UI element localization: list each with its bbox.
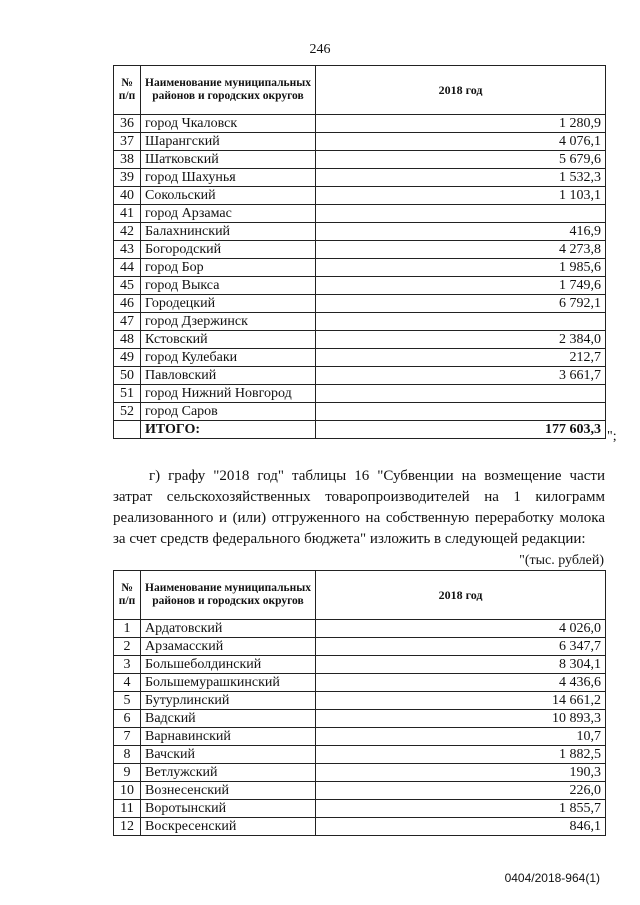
row-number: 45 <box>114 277 141 295</box>
row-number: 41 <box>114 205 141 223</box>
district-name: Большемурашкинский <box>141 674 316 692</box>
row-number: 3 <box>114 656 141 674</box>
district-name: город Чкаловск <box>141 115 316 133</box>
row-value: 226,0 <box>316 782 606 800</box>
table-row <box>114 764 606 782</box>
table-row <box>114 656 606 674</box>
row-value: 4 273,8 <box>316 241 606 259</box>
row-value: 6 347,7 <box>316 638 606 656</box>
row-number: 44 <box>114 259 141 277</box>
row-number: 49 <box>114 349 141 367</box>
amendment-paragraph: г) графу "2018 год" таблицы 16 "Субвенции на возмещение части затрат сельскохозяйственных товаропроизводителей на 1 килограмм реализованного и (или) отгруженного на собственную переработку молока за счет средств федерального бюджета" изложить в следующей редакции: <box>113 468 605 547</box>
table-row <box>114 818 606 836</box>
row-number: 43 <box>114 241 141 259</box>
row-value: 10,7 <box>316 728 606 746</box>
row-number: 52 <box>114 403 141 421</box>
row-number: 40 <box>114 187 141 205</box>
document-number: 0404/2018-964(1) <box>504 871 600 885</box>
row-value: 6 792,1 <box>316 295 606 313</box>
row-value: 2 384,0 <box>316 331 606 349</box>
row-value: 4 076,1 <box>316 133 606 151</box>
district-name: город Выкса <box>141 277 316 295</box>
table-row <box>114 259 606 277</box>
row-number: 38 <box>114 151 141 169</box>
units-note: "(тыс. рублей) <box>519 553 604 568</box>
table-row <box>114 223 606 241</box>
district-name: Сокольский <box>141 187 316 205</box>
row-value: 4 436,6 <box>316 674 606 692</box>
table-row <box>114 638 606 656</box>
table-row <box>114 241 606 259</box>
row-number: 2 <box>114 638 141 656</box>
row-number: 47 <box>114 313 141 331</box>
row-value: 1 749,6 <box>316 277 606 295</box>
row-value: 4 026,0 <box>316 620 606 638</box>
header-num: № п/п <box>114 571 141 620</box>
district-name: город Дзержинск <box>141 313 316 331</box>
district-name: Вадский <box>141 710 316 728</box>
table-row <box>114 674 606 692</box>
row-value: 416,9 <box>316 223 606 241</box>
header-name: Наименование муниципальных районов и городских округов <box>141 66 316 115</box>
row-value: 3 661,7 <box>316 367 606 385</box>
district-name: Шатковский <box>141 151 316 169</box>
table-row <box>114 367 606 385</box>
row-number: 51 <box>114 385 141 403</box>
table-row <box>114 746 606 764</box>
row-number: 4 <box>114 674 141 692</box>
row-number: 36 <box>114 115 141 133</box>
row-value <box>316 403 606 421</box>
page-number: 246 <box>309 42 331 57</box>
row-value <box>316 385 606 403</box>
table-row <box>114 187 606 205</box>
table-row <box>114 800 606 818</box>
district-name: Варнавинский <box>141 728 316 746</box>
subsidy-table-continued <box>113 65 606 439</box>
row-number: 46 <box>114 295 141 313</box>
district-name: Воскресенский <box>141 818 316 836</box>
total-label: ИТОГО: <box>141 421 316 439</box>
table-row <box>114 782 606 800</box>
row-value: 1 985,6 <box>316 259 606 277</box>
table-row <box>114 205 606 223</box>
district-name: город Шахунья <box>141 169 316 187</box>
table-row <box>114 620 606 638</box>
row-value: 14 661,2 <box>316 692 606 710</box>
table-row <box>114 295 606 313</box>
district-name: город Саров <box>141 403 316 421</box>
table-row <box>114 313 606 331</box>
district-name: город Бор <box>141 259 316 277</box>
district-name: Вознесенский <box>141 782 316 800</box>
table-row <box>114 115 606 133</box>
table-row <box>114 692 606 710</box>
row-value <box>316 205 606 223</box>
closing-quote: "; <box>607 429 617 444</box>
table-header-row <box>114 571 606 620</box>
district-name: Ветлужский <box>141 764 316 782</box>
row-number: 48 <box>114 331 141 349</box>
row-number: 50 <box>114 367 141 385</box>
subsidy-table-16 <box>113 570 606 836</box>
table-header-row <box>114 66 606 115</box>
district-name: Шарангский <box>141 133 316 151</box>
district-name: Воротынский <box>141 800 316 818</box>
table-body <box>114 620 606 836</box>
row-number: 6 <box>114 710 141 728</box>
row-number: 1 <box>114 620 141 638</box>
total-row <box>114 421 606 439</box>
district-name: Вачский <box>141 746 316 764</box>
district-name: Большеболдинский <box>141 656 316 674</box>
table-row <box>114 331 606 349</box>
table-row <box>114 151 606 169</box>
table-row <box>114 277 606 295</box>
row-value: 190,3 <box>316 764 606 782</box>
district-name: город Кулебаки <box>141 349 316 367</box>
district-name: Балахнинский <box>141 223 316 241</box>
row-number: 8 <box>114 746 141 764</box>
total-num <box>114 421 141 439</box>
row-value: 846,1 <box>316 818 606 836</box>
row-number: 7 <box>114 728 141 746</box>
row-number: 12 <box>114 818 141 836</box>
district-name: город Арзамас <box>141 205 316 223</box>
table-body <box>114 115 606 421</box>
district-name: Городецкий <box>141 295 316 313</box>
district-name: Ардатовский <box>141 620 316 638</box>
table-row <box>114 728 606 746</box>
header-num: № п/п <box>114 66 141 115</box>
row-number: 9 <box>114 764 141 782</box>
header-year: 2018 год <box>316 66 606 115</box>
row-number: 39 <box>114 169 141 187</box>
row-value: 1 882,5 <box>316 746 606 764</box>
row-value: 1 103,1 <box>316 187 606 205</box>
district-name: Павловский <box>141 367 316 385</box>
total-value: 177 603,3 <box>316 421 606 439</box>
district-name: Богородский <box>141 241 316 259</box>
header-name: Наименование муниципальных районов и городских округов <box>141 571 316 620</box>
table-row <box>114 385 606 403</box>
table-row <box>114 349 606 367</box>
row-value: 8 304,1 <box>316 656 606 674</box>
district-name: Арзамасский <box>141 638 316 656</box>
district-name: Бутурлинский <box>141 692 316 710</box>
row-number: 5 <box>114 692 141 710</box>
table-row <box>114 403 606 421</box>
row-value <box>316 313 606 331</box>
header-year: 2018 год <box>316 571 606 620</box>
row-value: 1 532,3 <box>316 169 606 187</box>
district-name: Кстовский <box>141 331 316 349</box>
row-value: 10 893,3 <box>316 710 606 728</box>
row-number: 42 <box>114 223 141 241</box>
row-value: 1 280,9 <box>316 115 606 133</box>
row-value: 1 855,7 <box>316 800 606 818</box>
row-value: 212,7 <box>316 349 606 367</box>
table-row <box>114 710 606 728</box>
row-number: 11 <box>114 800 141 818</box>
row-number: 10 <box>114 782 141 800</box>
district-name: город Нижний Новгород <box>141 385 316 403</box>
row-value: 5 679,6 <box>316 151 606 169</box>
table-row <box>114 169 606 187</box>
table-row <box>114 133 606 151</box>
row-number: 37 <box>114 133 141 151</box>
